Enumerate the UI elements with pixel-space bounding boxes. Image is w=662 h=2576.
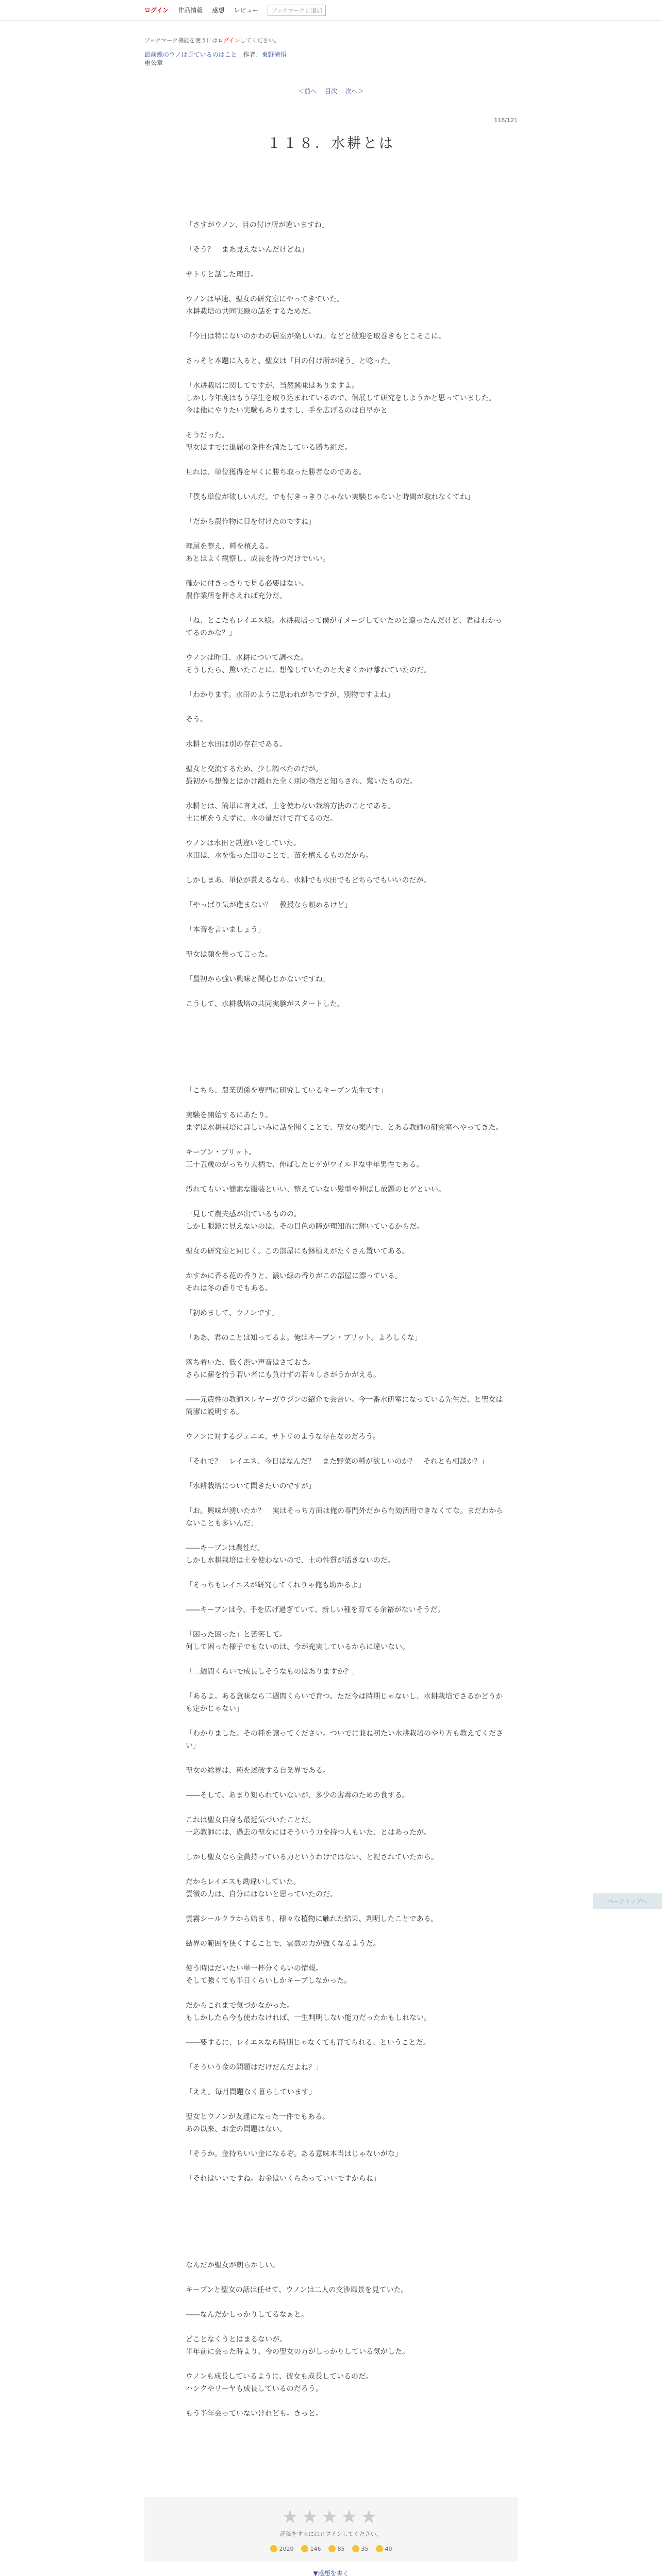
body-paragraph: ――要するに、レイエスなら時期じゃなくても育てられる、ということだ。 [186, 2039, 431, 2047]
body-paragraph: 「そうか。金持ちいい金になるぞ。ある意味本当はじゃないがな」 [186, 2150, 402, 2158]
login-link[interactable]: ログイン [144, 7, 169, 14]
body-paragraph: 「初めまして、ウノンです」 [186, 1309, 279, 1317]
body-paragraph: サトリと話した理日。 [186, 270, 258, 279]
rating-hint: 評価をするにはログインしてください。 [280, 2531, 382, 2537]
body-paragraph [186, 2197, 505, 2247]
clap-icon [376, 2545, 383, 2552]
heart-icon [328, 2545, 336, 2552]
body-paragraph: 「それで？ レイエス、今日はなんだ？ また野菜の種が欲しいのか？ それとも相談か？」 [186, 1458, 489, 1466]
reaction-count: 85 [337, 2545, 345, 2552]
body-paragraph: ――キーブンは農性だ。 しかし水耕栽培は土を使わないので、土の性質が活きないのだ。 [186, 1544, 395, 1565]
body-paragraph: こうして、水耕栽培の共同実験がスタートした。 [186, 1000, 344, 1008]
laugh-icon [301, 2545, 308, 2552]
body-paragraph: さっそと本題に入ると、聖女は「目の付け所が違う」と唸った。 [186, 357, 395, 365]
body-paragraph: 聖女の研究室と同じく、この部屋にも鉢植えがたくさん置いてある。 [186, 1247, 409, 1256]
body-paragraph: 実験を開始するにあたり。 まずは水耕栽培に詳しいみに話を聞くことで、聖女の案内で、とある教師の研究室へやってきた。 [186, 1111, 503, 1132]
chapter-title: １１８．水耕とは [267, 135, 395, 151]
notice-login-link[interactable]: ログイン [218, 37, 240, 44]
body-paragraph: 聖女と交流するため、少し調べたのだが。 最初から想像とはかけ離れた全く別の物だと知らされ、驚いたものだ。 [186, 765, 417, 786]
body-paragraph: キーブン・ブリット。 三十五歳のがっちり大柄で、伸ばしたヒゲがワイルドな中年男性である。 [186, 1148, 424, 1169]
body-paragraph: 「わかります。水田のように思われがちですが、別物ですよね」 [186, 691, 394, 699]
nav-work-info[interactable]: 作品情報 [178, 7, 203, 14]
chapter-body [144, 219, 518, 2420]
body-paragraph: 確かに付きっきりで見る必要はない。 農作業所を押さえれば充分だ。 [186, 580, 308, 600]
bookmark-button[interactable]: ブックマークに追加 [268, 5, 325, 16]
reaction-thumbs-up[interactable] [270, 2545, 294, 2552]
body-paragraph: これは聖女自身も最近気づいたことだ。 一応教師には、過去の聖女にはそういう力を持つ人もいた、とはあったが。 [186, 1816, 431, 1837]
reaction-clap[interactable] [376, 2545, 392, 2552]
body-paragraph: だからレイエスも勘違いしていた。 雲徴の力は、自分にはないと思っていたのだ。 [186, 1878, 337, 1899]
body-paragraph: ウノンは早速、聖女の研究室にやってきていた。 水耕栽培の共同実験の話をするためだ。 [186, 295, 344, 316]
page-top-tab[interactable]: ページトップへ [593, 1893, 662, 1909]
body-paragraph: 一見して農夫感が出ているものの。 しかし眼鏡に見えないのは、その目色の瞳が理知的に輝いているからだ。 [186, 1210, 424, 1231]
body-paragraph: なんだか聖女が朗らかしい。 [186, 2261, 279, 2269]
rating-box [144, 2497, 518, 2562]
body-paragraph: 聖女は顔を曇って言った。 [186, 951, 272, 959]
body-paragraph: 「そう？ まあ見えないんだけどね」 [186, 246, 308, 254]
body-paragraph: キーブンと聖女の話は任せて、ウノンは二人の交渉風景を見ていた。 [186, 2286, 408, 2294]
body-paragraph: 「本音を言いましょう」 [186, 926, 265, 934]
body-paragraph: 使う時はだいたい単一杯分くらいの情報。 そして強くても半日くらいしかキープしなかった。 [186, 1964, 352, 1985]
reactions [144, 2545, 518, 2552]
body-paragraph: 旦れは、単位獲得を早くに勝ち取った勝者なのである。 [186, 468, 366, 477]
body-paragraph: 「さすがウノン、目の付け所が違いますね」 [186, 221, 329, 229]
nav-impressions[interactable]: 感想 [212, 7, 225, 14]
body-paragraph: 水耕とは、簡単に言えば、土を使わない栽培方法のことである。 土に植をうえずに、水の量だけで育てるのだ。 [186, 802, 395, 823]
body-paragraph: ――そして、あまり知られていないが、多少の害毒のための食する。 [186, 1791, 409, 1800]
body-paragraph: 「ね、とこたもレイエス様。水耕栽培って僕がイメージしていたのと違ったんだけど、君はわかってるのかな？」 [186, 617, 503, 637]
author-link[interactable]: 東野滝悟 [261, 51, 287, 58]
body-paragraph: 「だから農作物に目を付けたのですね」 [186, 518, 316, 526]
next-link[interactable]: 次へ＞ [345, 88, 364, 95]
body-paragraph: 「あるよ。ある意味なら二週間くらいで育つ。ただ今は時期じゃないし、水耕栽培でさるかどうかも定かじゃない」 [186, 1692, 503, 1713]
author-label: 作者： [243, 51, 262, 58]
prev-link[interactable]: ＜前へ [298, 88, 317, 95]
body-paragraph: 「こちら、農業関係を専門に研究しているキーブン先生です」 [186, 1087, 387, 1095]
body-paragraph: 「水耕栽培に関してですが、当然興味はありますよ。 しかし今年度はもう学生を取り込まれているので、個展して研究をしようかと思っていました。 今は他にやりたい実験もありますし、手を広げるのは自早かと」 [186, 382, 496, 415]
body-paragraph: 「やっぱり気が進まない？ 教授なら頼めるけど」 [186, 901, 352, 909]
body-paragraph: 「そういう金の問題はだけだんだよね？」 [186, 2063, 323, 2072]
reaction-count: 2020 [279, 2545, 294, 2552]
reaction-count: 146 [310, 2545, 321, 2552]
reaction-count: 40 [385, 2545, 392, 2552]
star-rating[interactable]: ★★★★★ [282, 2506, 380, 2528]
body-paragraph: もう半年会っていないけれども。きっと。 [186, 2410, 323, 2418]
notice-text: ブックマーク機能を使うには [144, 37, 218, 44]
body-paragraph: しかし聖女なら全員持っている力というわけではない、と記されていたから。 [186, 1853, 438, 1861]
body-paragraph: 汚れてもいい簡素な服装といい、整えていない髪型や伸ばし放題のヒゲといい。 [186, 1185, 445, 1194]
surprise-icon [352, 2545, 359, 2552]
series-link[interactable]: 最前線のウノは見ているのはこと [144, 51, 237, 58]
body-paragraph: かすかに香る花の香りと、濃い緑の香りがこの部屋に漂っている。 それは冬の香りでもある。 [186, 1272, 402, 1293]
reaction-count: 35 [361, 2545, 369, 2552]
breadcrumb [144, 50, 518, 67]
body-paragraph: 「二週間くらいで成長しそうなものはありますか？」 [186, 1668, 359, 1676]
body-paragraph: ウノンは水田と勘違いをしていた。 水田は、水を張った田のことで、苗を植えるものだから。 [186, 839, 373, 860]
subtitle: 重公章 [144, 59, 163, 66]
body-paragraph: 聖女とウノンが友達になった一件でもある。 あの以来、お金の問題はない。 [186, 2113, 330, 2133]
pager-top [144, 87, 518, 95]
body-paragraph: 「最初から強い興味と関心じかないですね」 [186, 975, 330, 984]
body-paragraph: 「今日は特にないのかわの居室が楽しいね」などと歓迎を取巻きもとこそこに。 [186, 332, 445, 341]
body-paragraph: 水耕と水田は別の存在である。 [186, 740, 287, 749]
nav-reviews[interactable]: レビュー [234, 7, 259, 14]
body-paragraph: 理屈を整え、種を植える。 あとはよく観察し、成長を待つだけでいい。 [186, 543, 330, 563]
body-paragraph: ――なんだかしっかりしてるなぁと。 [186, 2311, 308, 2319]
body-paragraph: ウノンも成長しているように、彼女も成長しているのだ。 ハンクやリーヤも成長しているのだろう。 [186, 2372, 373, 2393]
body-paragraph: 「それはいいですね。お金はいくらあっていいですからね」 [186, 2175, 380, 2183]
episode-count: 118/121 [494, 117, 518, 124]
reaction-heart[interactable] [328, 2545, 345, 2552]
body-paragraph: どことなくうとはまるないが。 半年前に会った時より、今の聖女の方がしっかりしている気がした。 [186, 2335, 409, 2356]
login-notice [144, 36, 518, 44]
write-review-link[interactable]: ▼感想を書く [313, 2570, 349, 2576]
body-paragraph: 「困った困った」と苦笑して。 何して困った様子でもないのは、今が充実しているからに違いない。 [186, 1631, 409, 1651]
body-paragraph: そう。 [186, 716, 207, 724]
toc-link[interactable]: 目次 [324, 88, 337, 95]
body-paragraph: 「ええ。毎月問題なく暮らしています」 [186, 2088, 316, 2096]
body-paragraph: 「ああ、君のことは知ってるよ。俺はキーブン・ブリット。よろしくな」 [186, 1334, 422, 1342]
body-paragraph: 「僕も単位が欲しいんだ。でも付きっきりじゃない実験じゃないと時間が取れなくてね」 [186, 493, 474, 501]
body-paragraph: 「水耕栽培について聞きたいのですが」 [186, 1482, 316, 1490]
body-paragraph: ウノンに対するジェニエ、サトリのような存在なのだろう。 [186, 1433, 380, 1441]
main-content [144, 36, 518, 2576]
thumbs-up-icon [270, 2545, 277, 2552]
body-paragraph: 「わかりました。その種を譲ってください。ついでに兼ね初たい水耕栽培のやり方も教えてください」 [186, 1730, 503, 1750]
body-paragraph: そうだった。 聖女はすでに退屈の条件を満たしている勝ち組だ。 [186, 431, 352, 452]
body-paragraph: だからこれまで気づかなかった。 もしかしたら今も使わなければ、一生判明しない能力だったかもしれない。 [186, 2002, 431, 2022]
body-paragraph: 結界の範囲を狭くすることで、雲徴の力が強くなるようだ。 [186, 1940, 380, 1948]
body-paragraph [186, 1023, 505, 1072]
body-paragraph: ――元農性の教師スレヤーガウジンの紹介で会合い。今一番水研室になっている先生だ、と聖女は簡潔に説明する。 [186, 1396, 503, 1416]
body-paragraph: 「そっちもレイエスが研究してくれりゃ俺も助かるよ」 [186, 1581, 366, 1589]
reaction-surprise[interactable] [352, 2545, 369, 2552]
body-paragraph: 聖女の総界は、種を述破する自業界である。 [186, 1767, 330, 1775]
reaction-laugh[interactable] [301, 2545, 321, 2552]
body-paragraph: 雲霧シールクラから始まり、様々な植物に触れた結果、判明したことである。 [186, 1915, 438, 1923]
top-bar [0, 0, 662, 21]
body-paragraph: ――キーブンは今、手を広げ過ぎていて、新しい種を育てる余裕がないそうだ。 [186, 1606, 445, 1614]
body-paragraph: ウノンは昨日、水耕について調べた。 そうしたら、驚いたことに、想像していたのと大きくかけ離れていたのだ。 [186, 654, 431, 674]
notice-suffix: してください。 [240, 37, 280, 44]
body-paragraph: 落ち着いた、低く渋い声音はさておき。 さらに薪を拾う若い者にも負けずの若々しさがうかがえる。 [186, 1359, 380, 1379]
body-paragraph: 「お。興味が湧いたか？ 実はそっち方面は俺の専門外だから有効活用できなくてな。まだわからないことも多いんだ」 [186, 1507, 503, 1528]
body-paragraph: しかしまあ、単位が貰えるなら、水耕でも水田でもどちらでもいいのだが。 [186, 876, 431, 885]
